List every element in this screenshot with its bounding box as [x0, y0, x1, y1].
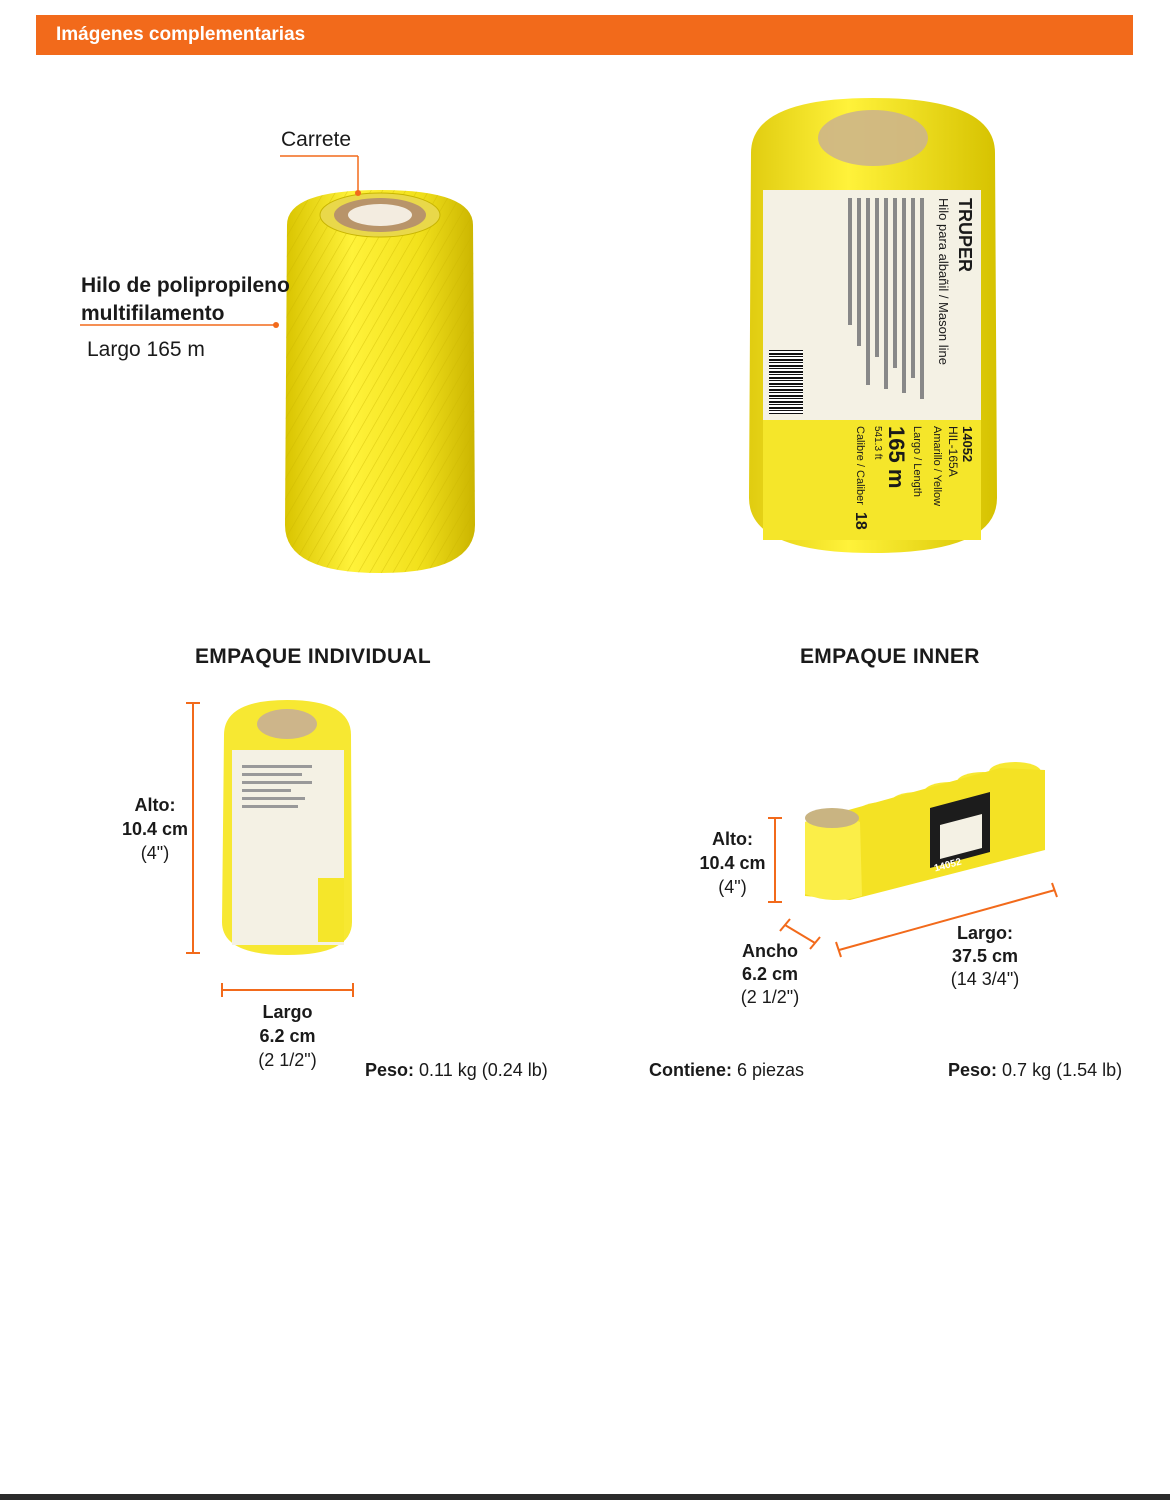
label-model: HIL-165A	[946, 426, 960, 477]
inner-alto-in: (4")	[718, 877, 747, 897]
inner-ancho-cm: 6.2 cm	[741, 964, 799, 984]
label-code: 14052	[960, 426, 975, 463]
header-title: Imágenes complementarias	[56, 24, 306, 45]
inner-weight-value: 0.7 kg (1.54 lb)	[1002, 1060, 1123, 1080]
callout-thread-line1: Hilo de polipropileno	[81, 274, 290, 297]
inner-alto-label: Alto:	[712, 829, 753, 849]
inner-title: EMPAQUE INNER	[800, 645, 980, 668]
inner-ancho-label: Ancho	[742, 941, 798, 961]
callout-thread-line2: multifilamento	[81, 302, 225, 325]
inner-largo	[945, 922, 1025, 991]
label-length-label: Largo / Length	[911, 426, 923, 497]
individual-largo-label: Largo	[262, 1002, 313, 1022]
individual-length-bracket	[220, 980, 356, 1000]
individual-label	[232, 750, 344, 945]
label-length-value: 165 m	[884, 426, 909, 489]
inner-largo-cm: 37.5 cm	[951, 946, 1019, 966]
callout-spool: Carrete	[281, 128, 352, 151]
individual-title: EMPAQUE INDIVIDUAL	[195, 645, 432, 668]
label-yellow-panel	[763, 420, 981, 540]
individual-weight	[365, 1060, 548, 1081]
callout-thread-line	[78, 318, 298, 332]
label-fine-print	[809, 198, 929, 410]
individual-label-yellow	[318, 878, 344, 942]
callout-spool-line	[270, 150, 390, 200]
label-length-ft: 541.3 ft	[872, 426, 883, 460]
inner-largo-label: Largo:	[957, 923, 1013, 943]
individual-alto-in: (4")	[140, 843, 170, 863]
spool-image	[270, 185, 490, 575]
label-color: Amarillo / Yellow	[931, 426, 943, 507]
bottom-divider	[0, 1494, 1170, 1500]
individual-weight-value: 0.11 kg (0.24 lb)	[419, 1060, 548, 1080]
label-caliber-value: 18	[852, 512, 869, 530]
individual-alto-cm: 10.4 cm	[121, 819, 189, 839]
individual-alto	[115, 793, 195, 865]
inner-pack-image	[800, 760, 1045, 900]
inner-ancho	[730, 940, 810, 1009]
inner-contents-value: 6 piezas	[737, 1060, 805, 1080]
inner-alto	[695, 827, 770, 899]
individual-largo	[245, 1000, 330, 1072]
product-label	[763, 190, 981, 540]
callout-length: Largo 165 m	[87, 338, 205, 361]
inner-alto-cm: 10.4 cm	[699, 853, 766, 873]
individual-weight-label: Peso:	[365, 1060, 415, 1080]
inner-largo-in: (14 3/4")	[950, 969, 1020, 989]
inner-contents-label: Contiene:	[649, 1060, 732, 1080]
product-labeled	[745, 98, 1000, 553]
label-barcode	[769, 350, 803, 414]
inner-weight	[948, 1060, 1122, 1081]
header-bar	[36, 15, 1133, 55]
individual-product	[220, 700, 355, 955]
inner-pack-code: 14052	[933, 856, 963, 875]
inner-contents	[649, 1060, 804, 1081]
individual-alto-label: Alto:	[134, 795, 176, 815]
label-brand: TRUPER	[955, 198, 975, 273]
inner-pack-shape	[800, 760, 1045, 900]
label-title: Hilo para albañil / Mason line	[936, 198, 951, 365]
individual-largo-cm: 6.2 cm	[259, 1026, 316, 1046]
label-caliber-label: Calibre / Caliber	[854, 426, 866, 505]
inner-weight-label: Peso:	[948, 1060, 998, 1080]
inner-ancho-in: (2 1/2")	[740, 987, 800, 1007]
individual-largo-in: (2 1/2")	[258, 1050, 317, 1070]
